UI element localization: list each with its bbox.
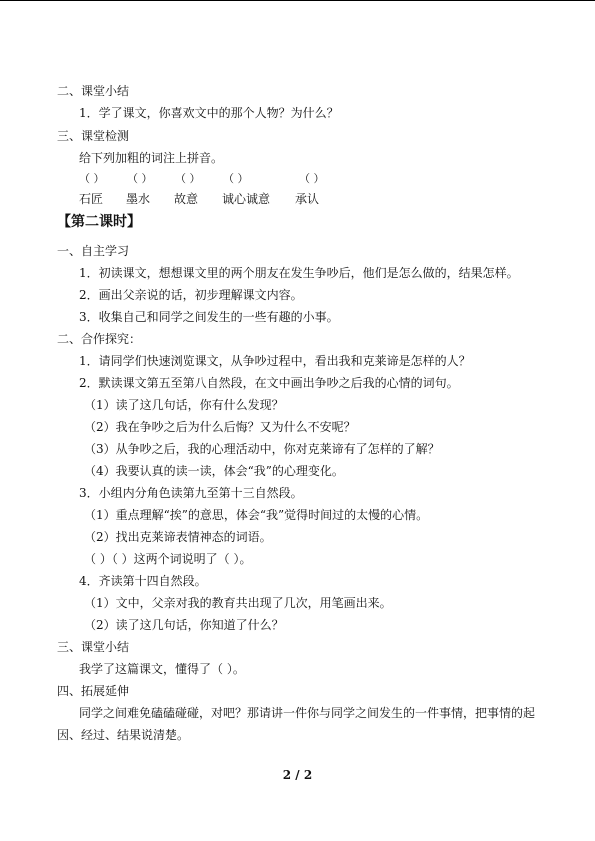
vocab-word: 石匠 [79,192,104,206]
sub-item: （1）读了这几句话，你有什么发现？ [84,398,284,412]
sub-item: （2）找出克莱谛表情神态的词语。 [84,530,272,544]
vocab-word: 承认 [295,192,320,206]
vocab-word: 诚心诚意 [222,192,271,206]
sub-item: （3）从争吵之后，我的心理活动中，你对克莱谛有了怎样的了解？ [84,442,440,456]
pinyin-blank: （ ） [223,172,249,185]
pinyin-blank: （ ） [299,172,325,185]
list-item: 3．收集自己和同学之间发生的一些有趣的小事。 [79,310,339,324]
summary-blank: 我学了这篇课文，懂得了（ ）。 [79,662,245,676]
vocab-word: 故意 [174,192,199,206]
list-item: 2．画出父亲说的话，初步理解课文内容。 [79,288,303,302]
section-heading-test: 三、课堂检测 [57,129,130,143]
extension-paragraph: 同学之间难免磕磕碰碰，对吧？那请讲一件你与同学之间发生的一件事情，把事情的起因、经过、结果说清楚。 [57,706,536,742]
list-item: 2．默读课文第五至第八自然段，在文中画出争吵之后我的心情的词句。 [79,376,459,390]
list-item: 1．初读课文，想想课文里的两个朋友在发生争吵后，他们是怎么做的，结果怎样。 [79,266,519,280]
fill-blank-line: （ ）（ ）这两个词说明了（ ）。 [84,552,252,566]
lesson-title: 【第二课时】 [57,214,141,230]
pinyin-blank: （ ） [127,172,153,185]
section-heading-summary: 二、课堂小结 [57,84,130,98]
sub-item: （4）我要认真的读一读，体会“我”的心理变化。 [84,464,344,478]
sub-item: （2）读了这几句话，你知道了什么？ [84,618,284,632]
pinyin-blank: （ ） [175,172,201,185]
sub-item: （2）我在争吵之后为什么后悔？又为什么不安呢？ [84,420,356,434]
page-top-border [0,0,595,1]
section-heading-summary-2: 三、课堂小结 [57,640,130,654]
sub-item: （1）重点理解“挨”的意思，体会“我”觉得时间过的太慢的心情。 [84,508,429,522]
sub-item: （1）文中，父亲对我的教育共出现了几次，用笔画出来。 [84,596,392,610]
section-heading-cooperation: 二、合作探究： [57,332,142,346]
question-item: 1．学了课文，你喜欢文中的那个人物？为什么？ [79,106,339,120]
pinyin-blank: （ ） [79,172,105,185]
test-instruction: 给下列加粗的词注上拼音。 [79,151,224,165]
list-item: 3．小组内分角色读第九至第十三自然段。 [79,486,303,500]
list-item: 4．齐读第十四自然段。 [79,574,207,588]
section-heading-extension: 四、拓展延伸 [57,684,130,698]
section-heading-self-study: 一、自主学习 [57,244,130,258]
vocab-word: 墨水 [126,192,151,206]
list-item: 1．请同学们快速浏览课文，从争吵过程中，看出我和克莱谛是怎样的人？ [79,354,471,368]
page-number: 2 / 2 [282,768,313,782]
